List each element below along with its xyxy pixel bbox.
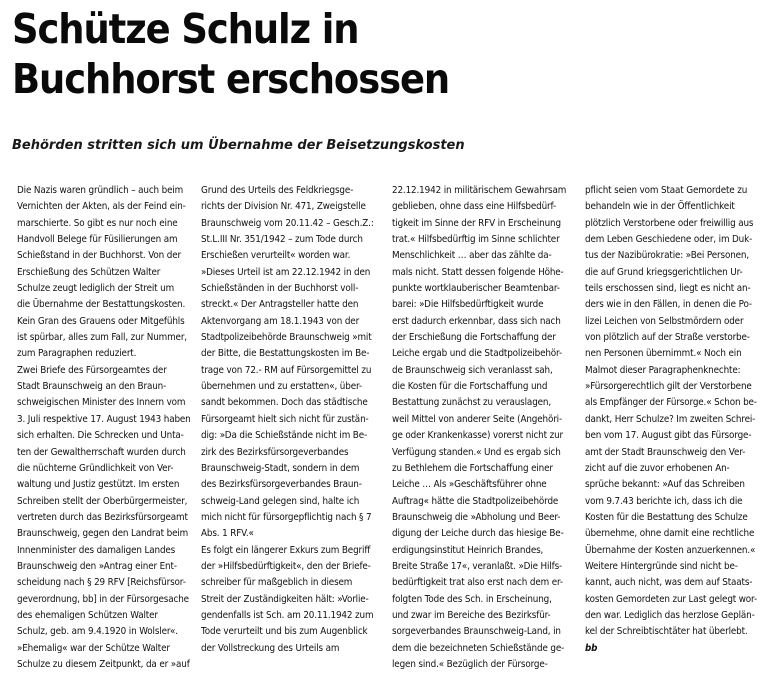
text-line: übernehmen und zu erstatten«, über- [201,381,362,393]
text-line: Leiche ergab und die Stadtpolizeibehör- [392,348,563,360]
text-line: geblieben, ohne dass eine Hilfsbedürf- [392,201,557,213]
author-signature: bb [585,642,598,654]
text-line: Verfügung standen.« Und es ergab sich [392,446,561,458]
text-line: Handvoll Belege für Füsilierungen am [17,234,178,246]
text-line: ten der Gewaltherrschaft wurden durch [17,446,186,458]
text-line: teils erschossen sind, liegt es nicht an- [585,283,751,295]
text-line: pflicht seien vom Staat Gemordete zu [585,185,748,196]
text-line: Erschießung des Schützen Walter [17,266,161,278]
text-line: Erschießen verurteilt« worden war. [201,250,351,262]
text-line: Braunschweig vom 20.11.42 – Gesch.Z.: [201,217,374,229]
text-line: die Kosten für die Fortschaffung und [392,381,548,393]
text-line: mals nicht. Statt dessen folgende Höhe- [392,266,564,278]
text-line: zum Paragraphen reduziert. [17,348,137,360]
text-line: Braunschweig-Stadt, sondern in dem [201,462,360,474]
text-line: Schreiben stellt der Oberbürgermeister, [17,495,188,507]
text-line: bedürftigkeit trat also erst nach dem er- [392,577,563,589]
text-line: de Braunschweig sich veranlasst sah, [392,364,553,376]
text-line: 3. Juli respektive 17. August 1943 haben [17,413,191,425]
text-line: trat.« Hilfsbedürftig im Sinne schlichter [392,234,560,246]
text-line: Kein Gran des Grauens oder Mitgefühls [17,315,185,327]
text-line: und zwar im Bereiche des Bezirksfür- [392,609,551,621]
text-line: die auf Grund kriegsgerichtlichen Ur- [585,266,743,278]
text-line: sich erhalten. Die Schrecken und Unta- [17,430,184,442]
text-line: weil Mittel von anderer Seite (Angehöri- [392,413,563,425]
text-line: Auftrag« hätte die Stadtpolizeibehörde [392,495,559,507]
text-line: »Fürsorgerechtlich gilt der Verstorbene [585,381,752,393]
text-line: tus der Nazibürokratie: »Bei Personen, [585,250,750,262]
text-line: übernehme, ohne damit eine rechtliche [585,528,755,540]
headline-line: Buchhorst erschossen [12,55,450,103]
text-line: folgten Tode des Sch. in Erscheinung, [392,593,552,605]
text-line: Leiche … Als »Geschäftsführer ohne [392,479,547,491]
text-line: streckt.« Der Antragsteller hatte den [201,299,359,311]
text-line: zicht auf die zuvor erhobenen An- [585,462,730,474]
text-line: erst dadurch erkennbar, dass sich nach [392,315,561,327]
text-line: Streit der Zuständigkeiten hält: »Vorlie- [201,593,369,605]
text-line: kosten Gemordeten zur Last gelegt wor- [585,593,758,605]
text-line: marschierte. So gibt es nur noch eine [17,217,178,229]
text-line: geverordnung, bb] in der Fürsorgesache [17,593,189,605]
text-line: barei: »Die Hilfsbedürftigkeit wurde [392,299,544,311]
text-line: dem Leben Geschiedene oder, im Duk- [585,234,753,246]
text-line: schreiber für maßgeblich in diesem [201,577,353,589]
text-line: ist spürbar, alles zum Fall, zur Nummer, [17,332,187,344]
text-line: vertreten durch das Bezirksfürsorgeamt [17,511,188,523]
headline-line: Schütze Schulz in [12,5,359,53]
text-line: Weitere Hintergründe sind nicht be- [585,560,738,572]
text-line: Es folgt ein längerer Exkurs zum Begriff [201,544,371,556]
text-line: schweig-Land gelegen sind, halte ich [201,495,360,507]
article-column-2 [201,183,374,657]
text-line: sprüche bekannt: »Auf das Schreiben [585,479,745,491]
text-line: Abs. 1 RFV.« [201,528,254,540]
article-headline [12,4,516,104]
text-line: »Ehemalig« war der Schütze Walter [17,642,170,654]
text-line: trage von 72.- RM auf Fürsorgemittel zu [201,364,372,376]
text-line: der Bitte, die Bestattungskosten im Be- [201,348,370,360]
text-line: von plötzlich auf der Straße verstorbe- [585,332,750,344]
text-line: ge oder Krankenkasse) vorerst nicht zur [392,430,564,442]
text-line: Bestattung zunächst zu verauslagen, [392,397,552,409]
text-line: der Erschießung die Fortschaffung der [392,332,556,344]
text-line: vom 9.7.43 berichte ich, dass ich die [585,495,743,507]
text-line: scheidung nach § 29 RFV [Reichsfürsor- [17,577,186,589]
text-line: schweigischen Minister des Innern vom [17,397,186,409]
text-line: des Bezirksfürsorgeverbandes Braun- [201,479,362,491]
text-line: Malmot dieser Paragraphenknechte: [585,364,741,376]
text-line: plötzlich Verstorbene oder freiwillig aus [585,217,754,229]
text-line: 22.12.1942 in militärischem Gewahrsam [392,185,567,196]
article-column-1 [17,183,191,673]
text-line: Vernichten der Akten, als der Feind ein- [17,201,186,213]
text-line: Schulze zu diesem Zeitpunkt, da er »auf [17,658,190,670]
text-line: Breite Straße 17«, veranlaßt. »Die Hilfs- [392,560,563,572]
text-line: der Vollstreckung des Urteils am [201,642,340,654]
text-line: Grund des Urteils des Feldkriegsge- [201,185,354,196]
text-line: nen Personen übernimmt.« Noch ein [585,348,742,360]
text-line: Schulze zeugt lediglich der Streit um [17,283,175,295]
text-line: Schießstand in der Buchhorst. Von der [17,250,182,262]
text-line: Innenminister des damaligen Landes [17,544,176,556]
text-line: legen sind.« Bezüglich der Fürsorge- [392,658,548,670]
text-line: mich nicht für fürsorgepflichtig nach § 7 [201,511,372,523]
text-line: Übernahme der Kosten anzuerkennen.« [585,544,756,556]
text-line: Kosten für die Bestattung des Schulze [585,511,748,523]
article-column-4 [585,183,758,657]
text-line: Braunschweig den »Antrag einer Ent- [17,560,177,572]
text-line: den war. Lediglich das herzlose Geplän- [585,609,755,621]
text-line: des ehemaligen Schützen Walter [17,609,158,621]
text-line: waltung und Justiz gestützt. Im ersten [17,479,180,491]
text-line: Braunschweig, gegen den Landrat beim [17,528,189,540]
text-line: die nüchterne Gründlichkeit von Ver- [17,462,174,474]
text-line: als Empfänger der Fürsorge.« Schon be- [585,397,757,409]
text-line: zirk des Bezirksfürsorgeverbandes [201,446,349,458]
text-line: Aktenvorgang am 18.1.1943 von der [201,315,360,327]
text-line: kannt, auch nicht, was dem auf Staats- [585,577,753,589]
text-line: punkte wortklauberischer Beamtenbar- [392,283,560,295]
text-line: dankt, Herr Schulze? Im zweiten Schrei- [585,413,756,425]
article-subtitle: Behörden stritten sich um Übernahme der Beisetzungskosten [12,138,465,153]
text-line: »Dieses Urteil ist am 22.12.1942 in den [201,266,371,278]
text-line: dem die bezeichneten Schießstände ge- [392,642,565,654]
text-line: ders wie in den Fällen, in denen die Po- [585,299,752,311]
text-line: Stadtpolizeibehörde Braunschweig »mit [201,332,372,344]
text-line: Braunschweig die »Abholung und Beer- [392,511,561,523]
text-line: tigkeit im Sinne der RFV in Erscheinung [392,217,561,229]
text-line: St.L.III Nr. 351/1942 – zum Tode durch [201,234,363,246]
text-line: Fürsorgeamt hielt sich nicht für zustän- [201,413,369,425]
text-line: behandeln wie in der Öffentlichkeit [585,201,735,213]
text-line: lizei Leichen von Selbstmördern oder [585,315,744,327]
text-line: die Übernahme der Bestattungskosten. [17,299,186,311]
text-line: dig: »Da die Schießstände nicht im Be- [201,430,368,442]
text-line: ben vom 17. August gibt das Fürsorge- [585,430,752,442]
text-line: digung der Leiche durch das hiesige Be- [392,528,564,540]
text-line: gendenfalls ist Sch. am 20.11.1942 zum [201,609,374,621]
text-line: Stadt Braunschweig an den Braun- [17,381,167,393]
text-line: Zwei Briefe des Fürsorgeamtes der [17,364,167,376]
text-line: Menschlichkeit … aber das zählte da- [392,250,552,262]
text-line: amt der Stadt Braunschweig den Ver- [585,446,746,458]
text-line: zu Bethlehem die Fortschaffung einer [392,462,553,474]
text-line: richts der Division Nr. 471, Zweigstelle [201,201,366,213]
text-line: Tode verurteilt und bis zum Augenblick [201,626,368,638]
text-line: Schießständen in der Buchhorst voll- [201,283,359,295]
text-line: sandt bekommen. Doch das städtische [201,397,368,409]
text-line: erdigungsinstitut Heinrich Brandes, [392,544,544,556]
text-line: kel der Schreibtischtäter hat überlebt. [585,626,748,638]
text-line: der »Hilfsbedürftigkeit«, den der Briefe- [201,560,371,572]
text-line: sorgeverbandes Braunschweig-Land, in [392,626,561,638]
text-line: Die Nazis waren gründlich – auch beim [17,185,184,196]
article-column-3 [392,183,567,673]
text-line: Schulz, geb. am 9.4.1920 in Wolsler«. [17,626,178,638]
